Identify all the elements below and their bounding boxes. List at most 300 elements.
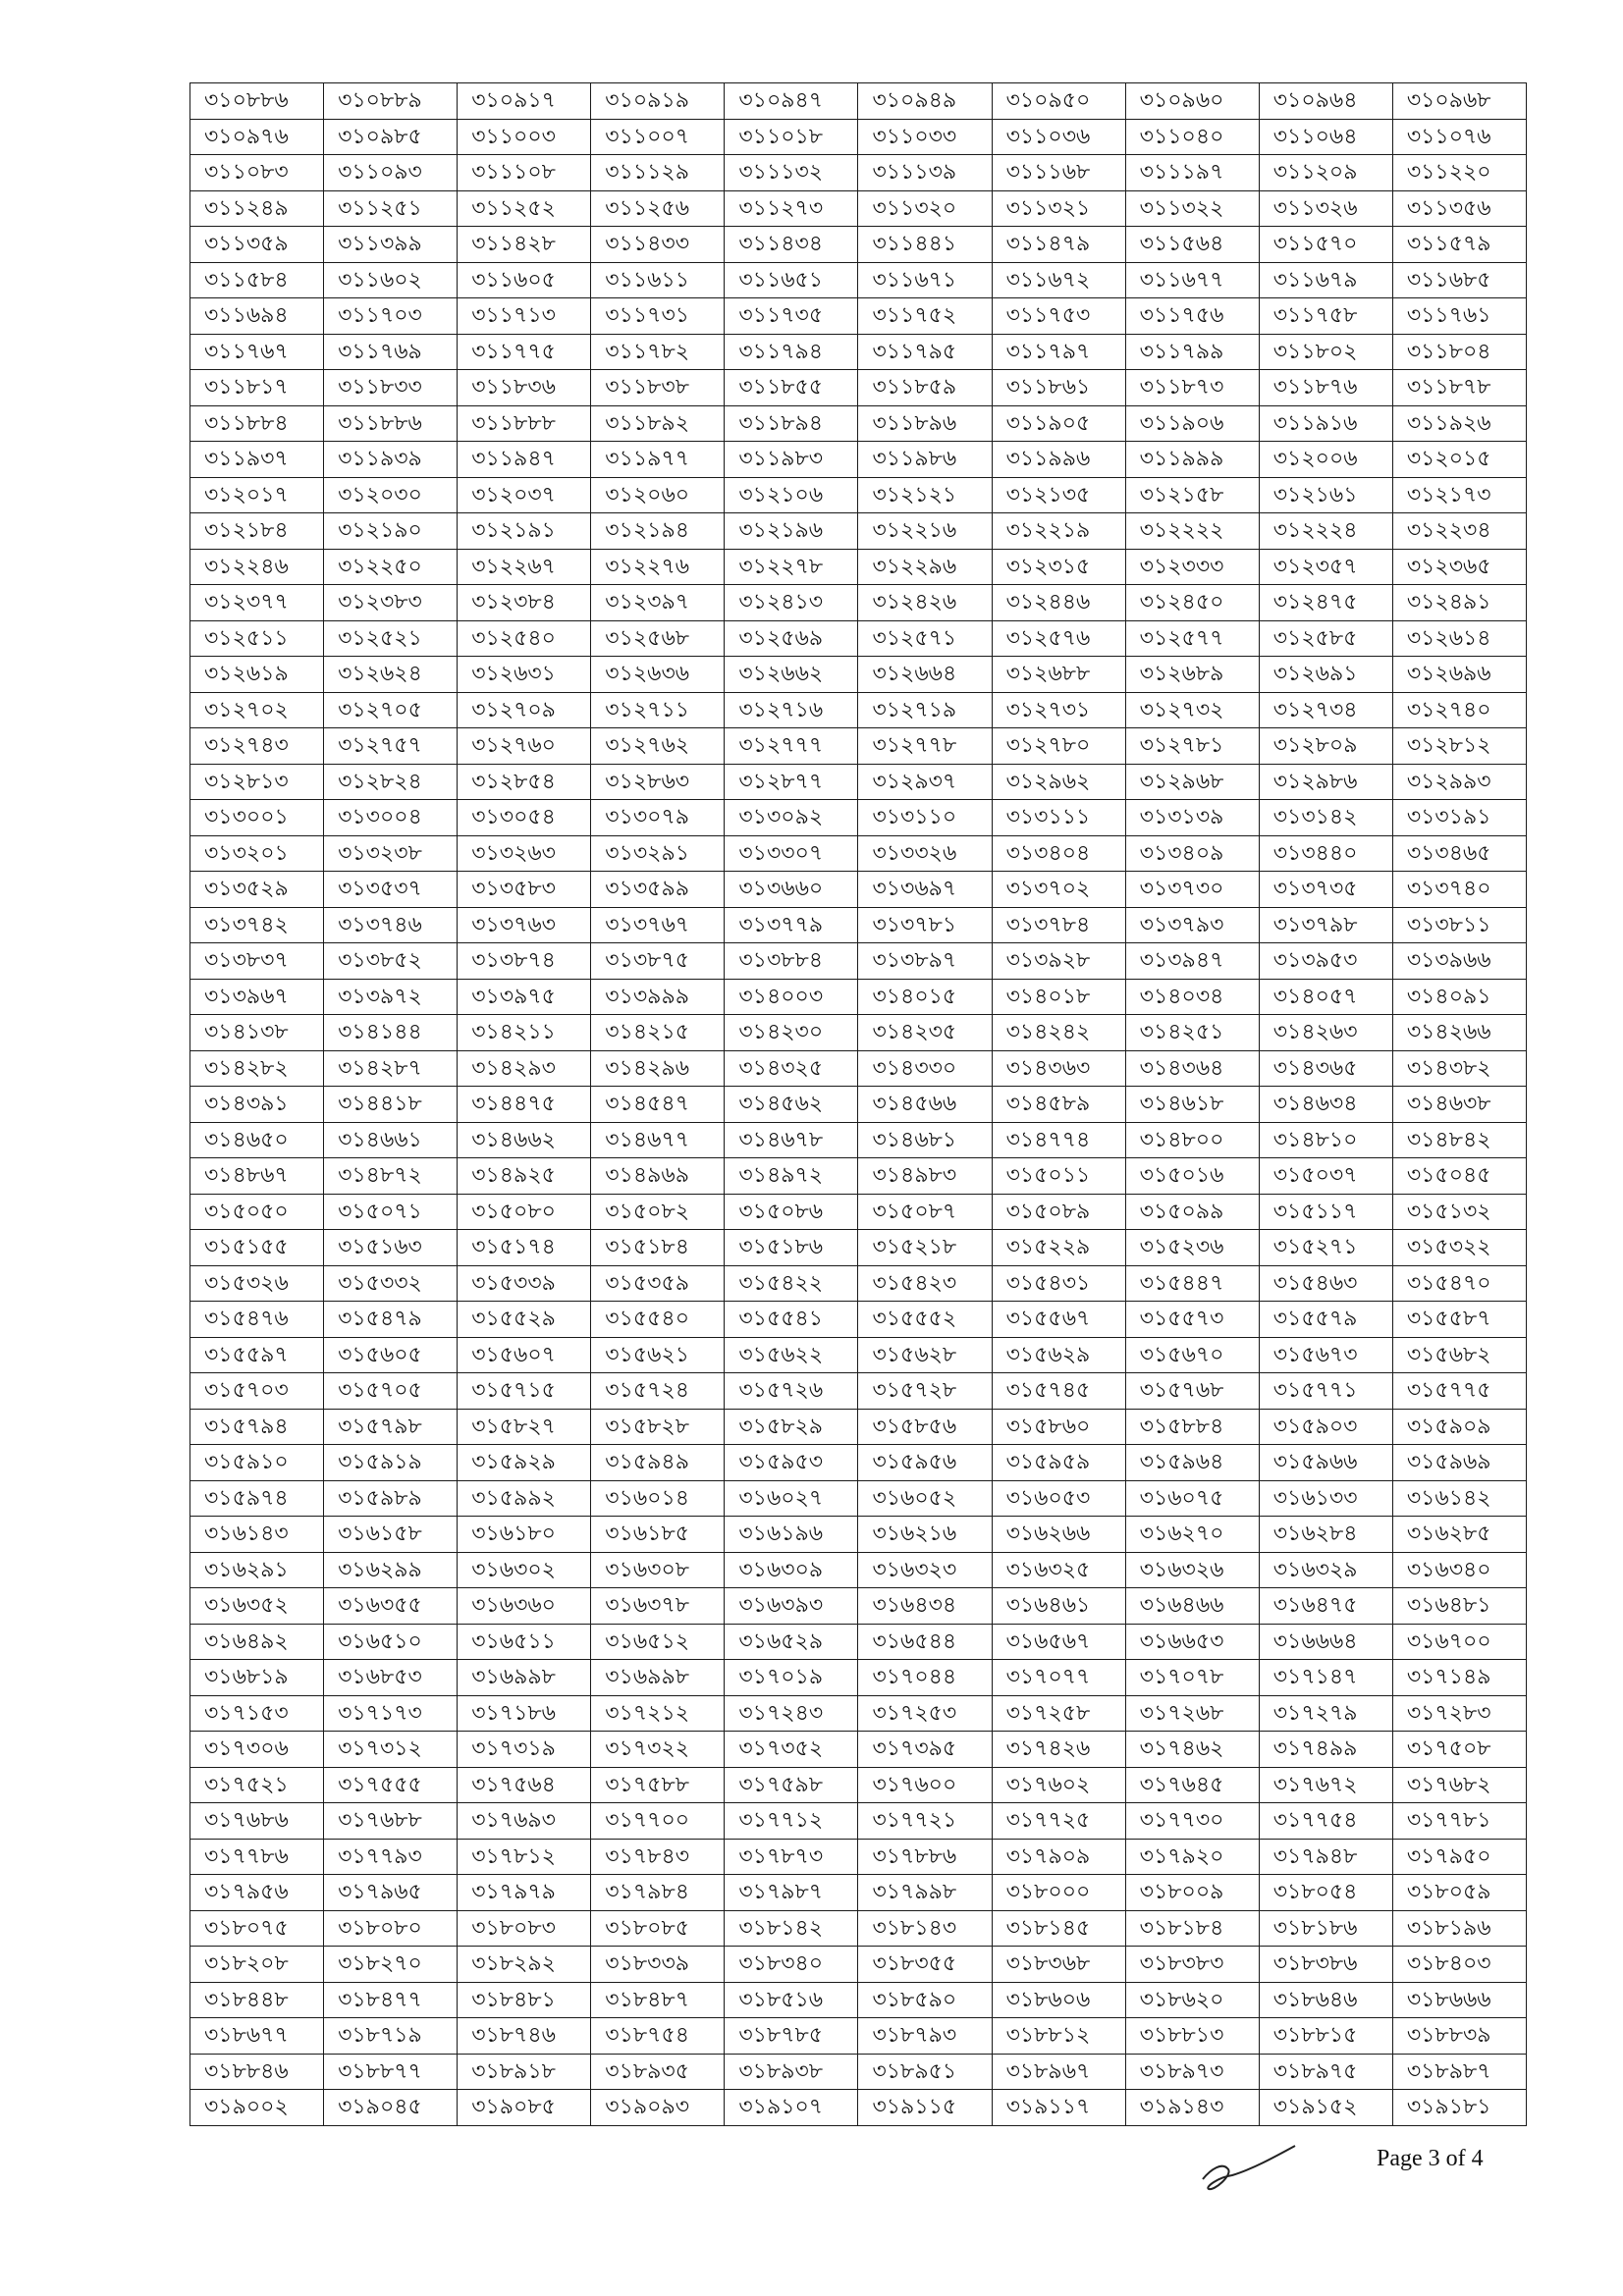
roll-number-cell: ৩১৬৩৫২ <box>190 1588 324 1625</box>
roll-number-cell: ৩১৫৭০৩ <box>190 1373 324 1410</box>
roll-number-cell: ৩১৫৯২৯ <box>458 1445 591 1481</box>
roll-number-cell: ৩১৭৭১২ <box>725 1803 858 1840</box>
roll-number-cell: ৩১৬১৮৫ <box>591 1517 725 1553</box>
roll-number-cell: ৩১২৫৭৭ <box>1125 620 1259 657</box>
roll-number-cell: ৩১৯০০২ <box>190 2090 324 2126</box>
roll-number-cell: ৩১১০৪০ <box>1125 119 1259 155</box>
roll-number-cell: ৩১১৮৬১ <box>992 370 1125 406</box>
roll-number-cell: ৩১৭৯৮৭ <box>725 1875 858 1911</box>
roll-number-cell: ৩১২৩৫৭ <box>1259 549 1392 585</box>
roll-number-cell: ৩১২১২১ <box>858 477 992 513</box>
roll-number-cell: ৩১৪৬৮১ <box>858 1122 992 1158</box>
roll-number-cell: ৩১৩৭৯৩ <box>1125 907 1259 943</box>
roll-number-cell: ৩১৩৪৪০ <box>1259 835 1392 872</box>
roll-number-cell: ৩১৬৩৬০ <box>458 1588 591 1625</box>
roll-number-cell: ৩১৫০৪৫ <box>1392 1158 1526 1195</box>
roll-number-cell: ৩১২০১৭ <box>190 477 324 513</box>
roll-number-cell: ৩১৪০০৩ <box>725 979 858 1015</box>
roll-number-cell: ৩১৩৮১১ <box>1392 907 1526 943</box>
roll-number-cell: ৩১০৯১৯ <box>591 83 725 120</box>
roll-number-cell: ৩১৪৩২৫ <box>725 1050 858 1087</box>
roll-number-cell: ৩১৩৬৬০ <box>725 872 858 908</box>
roll-number-cell: ৩১৬৪৯২ <box>190 1624 324 1660</box>
roll-number-cell: ৩১১৫৮৪ <box>190 262 324 298</box>
roll-number-cell: ৩১৫১৮৬ <box>725 1230 858 1266</box>
roll-number-cell: ৩১৩০৫৪ <box>458 800 591 836</box>
roll-number-cell: ৩১৩৩০৭ <box>725 835 858 872</box>
roll-number-cell: ৩১৪৯২৫ <box>458 1158 591 1195</box>
roll-number-cell: ৩১৪২৩০ <box>725 1015 858 1051</box>
roll-number-cell: ৩১৯০৯৩ <box>591 2090 725 2126</box>
roll-number-cell: ৩১১৫৬৪ <box>1125 227 1259 263</box>
roll-number-cell: ৩১৭৫৯৮ <box>725 1767 858 1803</box>
roll-number-cell: ৩১৮৮১২ <box>992 2018 1125 2055</box>
roll-number-cell: ৩১২৫১১ <box>190 620 324 657</box>
roll-number-cell: ৩১৮২০৮ <box>190 1947 324 1983</box>
roll-number-cell: ৩১৭২৬৮ <box>1125 1695 1259 1732</box>
roll-number-cell: ৩১১০০৭ <box>591 119 725 155</box>
roll-number-cell: ৩১২০৩৭ <box>458 477 591 513</box>
roll-number-cell: ৩১২০০৬ <box>1259 442 1392 478</box>
roll-number-cell: ৩১২৯৩৭ <box>858 764 992 800</box>
roll-number-cell: ৩১১৩২৬ <box>1259 190 1392 227</box>
roll-number-cell: ৩১২২৯৬ <box>858 549 992 585</box>
roll-number-cell: ৩১৩৬৯৭ <box>858 872 992 908</box>
roll-number-cell: ৩১৮৯৫১ <box>858 2054 992 2090</box>
roll-number-cell: ৩১৬৩০২ <box>458 1552 591 1588</box>
roll-number-cell: ৩১১৩৫৯ <box>190 227 324 263</box>
roll-number-cell: ৩১৫৮৮৪ <box>1125 1409 1259 1445</box>
roll-number-cell: ৩১৪২৯৩ <box>458 1050 591 1087</box>
roll-number-cell: ৩১৮৫৯০ <box>858 1982 992 2018</box>
table-row <box>190 1373 1527 1410</box>
roll-number-cell: ৩১২৭৬২ <box>591 728 725 765</box>
table-row <box>190 1660 1527 1696</box>
roll-number-cell: ৩১২৭৫৭ <box>324 728 458 765</box>
roll-number-cell: ৩১৪০৩৪ <box>1125 979 1259 1015</box>
roll-number-cell: ৩১২৫৭৬ <box>992 620 1125 657</box>
roll-number-cell: ৩১৭০১৯ <box>725 1660 858 1696</box>
roll-number-cell: ৩১২৫৪০ <box>458 620 591 657</box>
roll-number-cell: ৩১০৮৮৬ <box>190 83 324 120</box>
table-row <box>190 1480 1527 1517</box>
roll-number-cell: ৩১৬১৯৬ <box>725 1517 858 1553</box>
roll-number-cell: ৩১২১৬১ <box>1259 477 1392 513</box>
roll-number-cell: ৩১২৮৬৩ <box>591 764 725 800</box>
roll-number-cell: ৩১১৯০৫ <box>992 405 1125 442</box>
roll-number-cell: ৩১৮৯৭৩ <box>1125 2054 1259 2090</box>
roll-number-cell: ৩১৭৯৮৪ <box>591 1875 725 1911</box>
roll-number-cell: ৩১৩৮৯৭ <box>858 943 992 980</box>
roll-number-cell: ৩১২৭৪৩ <box>190 728 324 765</box>
roll-number-cell: ৩১৯১৫২ <box>1259 2090 1392 2126</box>
roll-number-cell: ৩১৮০৭৫ <box>190 1910 324 1947</box>
roll-number-cell: ৩১৭৭৯৩ <box>324 1839 458 1875</box>
roll-number-cell: ৩১২৭৭৭ <box>725 728 858 765</box>
roll-number-cell: ৩১১৪৭৯ <box>992 227 1125 263</box>
roll-number-cell: ৩১৮৩৩৯ <box>591 1947 725 1983</box>
roll-number-cell: ৩১৩৯৪৭ <box>1125 943 1259 980</box>
roll-number-cell: ৩১৪৫৪৭ <box>591 1087 725 1123</box>
roll-number-cell: ৩১৭৬৮৮ <box>324 1803 458 1840</box>
roll-number-cell: ৩১৩০০৪ <box>324 800 458 836</box>
roll-number-cell: ৩১৩১৯১ <box>1392 800 1526 836</box>
roll-number-cell: ৩১৭৮৪৩ <box>591 1839 725 1875</box>
roll-number-cell: ৩১১৭৩৫ <box>725 298 858 335</box>
roll-number-cell: ৩১৮৪৭৭ <box>324 1982 458 2018</box>
roll-number-cell: ৩১৮১৮৬ <box>1259 1910 1392 1947</box>
roll-number-cell: ৩১২৩৮৪ <box>458 585 591 621</box>
roll-number-cell: ৩১২৫৬৮ <box>591 620 725 657</box>
roll-number-cell: ৩১৫০১৬ <box>1125 1158 1259 1195</box>
roll-number-cell: ৩১৭৯৬৫ <box>324 1875 458 1911</box>
roll-number-cell: ৩১২২৩৪ <box>1392 513 1526 550</box>
roll-number-cell: ৩১১১৩৯ <box>858 155 992 191</box>
roll-number-cell: ৩১৭৭২৫ <box>992 1803 1125 1840</box>
roll-number-cell: ৩১৫৮৬০ <box>992 1409 1125 1445</box>
roll-number-cell: ৩১৬৩২৬ <box>1125 1552 1259 1588</box>
roll-number-cell: ৩১২৬৬৪ <box>858 657 992 693</box>
roll-number-cell: ৩১৫৭৭১ <box>1259 1373 1392 1410</box>
roll-number-cell: ৩১১৮৮৮ <box>458 405 591 442</box>
roll-number-cell: ৩১১৮৫৯ <box>858 370 992 406</box>
roll-number-cell: ৩১৭৭৮১ <box>1392 1803 1526 1840</box>
table-row <box>190 1158 1527 1195</box>
table-row <box>190 1122 1527 1158</box>
roll-number-cell: ৩১৬৩৫৫ <box>324 1588 458 1625</box>
roll-number-cell: ৩১১৩২০ <box>858 190 992 227</box>
roll-number-cell: ৩১৪৮৪২ <box>1392 1122 1526 1158</box>
roll-number-cell: ৩১৭৮৮৬ <box>858 1839 992 1875</box>
roll-number-cell: ৩১৭১৪৭ <box>1259 1660 1392 1696</box>
roll-number-cell: ৩১৮১৪৩ <box>858 1910 992 1947</box>
roll-number-cell: ৩১৫০১১ <box>992 1158 1125 1195</box>
roll-number-cell: ৩১২১০৬ <box>725 477 858 513</box>
roll-number-cell: ৩১৬৩২৫ <box>992 1552 1125 1588</box>
roll-number-cell: ৩১২৫৭১ <box>858 620 992 657</box>
roll-number-cell: ৩১১৬১১ <box>591 262 725 298</box>
roll-number-cell: ৩১৯১৮১ <box>1392 2090 1526 2126</box>
table-row <box>190 1767 1527 1803</box>
roll-number-cell: ৩১৮৭৮৫ <box>725 2018 858 2055</box>
roll-number-cell: ৩১৫৮২৯ <box>725 1409 858 1445</box>
roll-number-cell: ৩১৫৬৭০ <box>1125 1337 1259 1373</box>
roll-number-cell: ৩১৪০১৮ <box>992 979 1125 1015</box>
roll-number-cell: ৩১১১০৮ <box>458 155 591 191</box>
roll-number-cell: ৩১১৫৭৯ <box>1392 227 1526 263</box>
roll-number-cell: ৩১৪৬১৮ <box>1125 1087 1259 1123</box>
roll-number-cell: ৩১৬৫৪৪ <box>858 1624 992 1660</box>
roll-number-cell: ৩১৭২৫৩ <box>858 1695 992 1732</box>
roll-number-cell: ৩১৯১০৭ <box>725 2090 858 2126</box>
roll-number-cell: ৩১৭৬৮২ <box>1392 1767 1526 1803</box>
roll-number-cell: ৩১৬৫১১ <box>458 1624 591 1660</box>
roll-number-cell: ৩১১৬৭৭ <box>1125 262 1259 298</box>
roll-number-cell: ৩১১৮৯৪ <box>725 405 858 442</box>
roll-number-cell: ৩১৫৫৯৭ <box>190 1337 324 1373</box>
roll-number-cell: ৩১০৯৬৮ <box>1392 83 1526 120</box>
roll-number-cell: ৩১১৮৮৬ <box>324 405 458 442</box>
roll-number-cell: ৩১৮৩৪০ <box>725 1947 858 1983</box>
roll-number-cell: ৩১৬৫২৯ <box>725 1624 858 1660</box>
roll-number-cell: ৩১৮৯৭৫ <box>1259 2054 1392 2090</box>
roll-number-cell: ৩১৮৯৩৫ <box>591 2054 725 2090</box>
roll-number-cell: ৩১৬৩৪০ <box>1392 1552 1526 1588</box>
roll-number-cell: ৩১২৭৪০ <box>1392 692 1526 728</box>
roll-number-cell: ৩১৫৭২৪ <box>591 1373 725 1410</box>
roll-number-cell: ৩১৪৬৭৮ <box>725 1122 858 1158</box>
roll-number-cell: ৩১১০৬৪ <box>1259 119 1392 155</box>
roll-number-cell: ৩১৫৪৭০ <box>1392 1265 1526 1302</box>
roll-number-cell: ৩১৭৪৬২ <box>1125 1732 1259 1768</box>
table-row <box>190 1552 1527 1588</box>
roll-number-cell: ৩১৫০৩৭ <box>1259 1158 1392 1195</box>
roll-number-cell: ৩১৫১৭৪ <box>458 1230 591 1266</box>
roll-number-cell: ৩১৮০৫৯ <box>1392 1875 1526 1911</box>
roll-number-cell: ৩১৮৪৮১ <box>458 1982 591 2018</box>
roll-number-cell: ৩১২২২২ <box>1125 513 1259 550</box>
roll-number-cell: ৩১৭৭২১ <box>858 1803 992 1840</box>
roll-number-cell: ৩১৭৫৬৪ <box>458 1767 591 1803</box>
roll-number-cell: ৩১৭৫২১ <box>190 1767 324 1803</box>
roll-number-cell: ৩১৫৪৭৯ <box>324 1302 458 1338</box>
roll-number-cell: ৩১৮৩৬৮ <box>992 1947 1125 1983</box>
roll-number-cell: ৩১৭৩১২ <box>324 1732 458 1768</box>
roll-number-cell: ৩১০৯৪৭ <box>725 83 858 120</box>
roll-number-cell: ৩১৭৯২০ <box>1125 1839 1259 1875</box>
roll-number-cell: ৩১১৯২৬ <box>1392 405 1526 442</box>
roll-number-cell: ৩১২৮০৯ <box>1259 728 1392 765</box>
roll-number-cell: ৩১৭৫০৮ <box>1392 1732 1526 1768</box>
roll-number-cell: ৩১৪৪১৮ <box>324 1087 458 1123</box>
roll-number-cell: ৩১৪২১৫ <box>591 1015 725 1051</box>
roll-number-cell: ৩১৩৭৭৯ <box>725 907 858 943</box>
roll-number-cell: ৩১৩৪০৯ <box>1125 835 1259 872</box>
roll-number-cell: ৩১৬২৮৫ <box>1392 1517 1526 1553</box>
roll-number-cell: ৩১৮১৪৫ <box>992 1910 1125 1947</box>
roll-number-cell: ৩১৬৫১০ <box>324 1624 458 1660</box>
table-row <box>190 1875 1527 1911</box>
table-row <box>190 1015 1527 1051</box>
roll-number-cell: ৩১২৪৫০ <box>1125 585 1259 621</box>
roll-number-cell: ৩১১৭০৩ <box>324 298 458 335</box>
roll-number-cell: ৩১৫৯৬৬ <box>1259 1445 1392 1481</box>
roll-number-cell: ৩১৭১৪৯ <box>1392 1660 1526 1696</box>
roll-number-cell: ৩১৫৬৭৩ <box>1259 1337 1392 1373</box>
roll-number-cell: ৩১৩২৯১ <box>591 835 725 872</box>
roll-number-cell: ৩১২৭৩২ <box>1125 692 1259 728</box>
roll-number-cell: ৩১৬২৭০ <box>1125 1517 1259 1553</box>
roll-number-cell: ৩১৩৯৯৯ <box>591 979 725 1015</box>
roll-number-cell: ৩১৭৮১২ <box>458 1839 591 1875</box>
roll-number-cell: ৩১৭১৭৩ <box>324 1695 458 1732</box>
roll-number-cell: ৩১৩২০১ <box>190 835 324 872</box>
roll-number-cell: ৩১১৭৫৩ <box>992 298 1125 335</box>
roll-number-cell: ৩১১৪৪১ <box>858 227 992 263</box>
roll-number-cell: ৩১০৯৫০ <box>992 83 1125 120</box>
roll-number-cell: ৩১৫৬২১ <box>591 1337 725 1373</box>
roll-number-cell: ৩১১৭১৩ <box>458 298 591 335</box>
roll-number-cell: ৩১১৯১৬ <box>1259 405 1392 442</box>
roll-number-cell: ৩১৪৩৬৫ <box>1259 1050 1392 1087</box>
table-row <box>190 872 1527 908</box>
roll-number-cell: ৩১৫৬৮২ <box>1392 1337 1526 1373</box>
roll-number-cell: ৩১৮৫১৬ <box>725 1982 858 2018</box>
roll-number-cell: ৩১৪৪৭৫ <box>458 1087 591 1123</box>
roll-number-cell: ৩১৫৭১৫ <box>458 1373 591 1410</box>
roll-number-cell: ৩১২৭৩৪ <box>1259 692 1392 728</box>
roll-number-cell: ৩১৬০৭৫ <box>1125 1480 1259 1517</box>
roll-number-cell: ৩১৭৯৪৮ <box>1259 1839 1392 1875</box>
roll-number-cell: ৩১৩৯২৮ <box>992 943 1125 980</box>
roll-number-cell: ৩১১৮৭৬ <box>1259 370 1392 406</box>
roll-number-table-body <box>190 83 1527 2126</box>
roll-number-cell: ৩১৩৮৭৪ <box>458 943 591 980</box>
roll-number-cell: ৩১১৮০৪ <box>1392 334 1526 370</box>
roll-number-cell: ৩১৭৭৮৬ <box>190 1839 324 1875</box>
roll-number-cell: ৩১২৮২৪ <box>324 764 458 800</box>
roll-number-cell: ৩১৬৩০৯ <box>725 1552 858 1588</box>
roll-number-cell: ৩১১৬৭১ <box>858 262 992 298</box>
roll-number-cell: ৩১১৬৭২ <box>992 262 1125 298</box>
roll-number-cell: ৩১২৭১৬ <box>725 692 858 728</box>
roll-number-cell: ৩১১০১৮ <box>725 119 858 155</box>
table-row <box>190 1337 1527 1373</box>
roll-number-cell: ৩১৪৮০০ <box>1125 1122 1259 1158</box>
roll-number-cell: ৩১১৩৯৯ <box>324 227 458 263</box>
roll-number-cell: ৩১৩৮৩৭ <box>190 943 324 980</box>
roll-number-cell: ৩১১৯৯৬ <box>992 442 1125 478</box>
roll-number-cell: ৩১৬১৩৩ <box>1259 1480 1392 1517</box>
table-row <box>190 1588 1527 1625</box>
roll-number-cell: ৩১২৪৪৬ <box>992 585 1125 621</box>
roll-number-cell: ৩১১৯৪৭ <box>458 442 591 478</box>
roll-number-cell: ৩১১৬৫১ <box>725 262 858 298</box>
roll-number-cell: ৩১৩৯৭২ <box>324 979 458 1015</box>
roll-number-cell: ৩১৭২৭৯ <box>1259 1695 1392 1732</box>
roll-number-cell: ৩১৫৯৫৯ <box>992 1445 1125 1481</box>
roll-number-cell: ৩১৩১৪২ <box>1259 800 1392 836</box>
roll-number-cell: ৩১৫১৮৪ <box>591 1230 725 1266</box>
roll-number-cell: ৩১১৩২২ <box>1125 190 1259 227</box>
roll-number-cell: ৩১১৬৮৫ <box>1392 262 1526 298</box>
roll-number-cell: ৩১৩৭৯৮ <box>1259 907 1392 943</box>
table-row <box>190 405 1527 442</box>
roll-number-cell: ৩১২৯৬২ <box>992 764 1125 800</box>
roll-number-cell: ৩১৫৬০৫ <box>324 1337 458 1373</box>
roll-number-cell: ৩১৪০৯১ <box>1392 979 1526 1015</box>
roll-number-cell: ৩১৮৪৪৮ <box>190 1982 324 2018</box>
roll-number-cell: ৩১৭৩০৬ <box>190 1732 324 1768</box>
roll-number-cell: ৩১৫৮২৮ <box>591 1409 725 1445</box>
roll-number-cell: ৩১৪৮৬৭ <box>190 1158 324 1195</box>
roll-number-cell: ৩১২৭৮০ <box>992 728 1125 765</box>
roll-number-cell: ৩১২৬৮৮ <box>992 657 1125 693</box>
roll-number-cell: ৩১২৬১৪ <box>1392 620 1526 657</box>
roll-number-cell: ৩১৬০২৭ <box>725 1480 858 1517</box>
roll-number-cell: ৩১২১৮৪ <box>190 513 324 550</box>
roll-number-cell: ৩১৬২৯৯ <box>324 1552 458 1588</box>
roll-number-cell: ৩১৫২৩৬ <box>1125 1230 1259 1266</box>
table-row <box>190 1194 1527 1230</box>
roll-number-cell: ৩১১২৫১ <box>324 190 458 227</box>
roll-number-cell: ৩১১৭৬৯ <box>324 334 458 370</box>
table-row <box>190 477 1527 513</box>
roll-number-cell: ৩১৬৩০৮ <box>591 1552 725 1588</box>
roll-number-cell: ৩১১৬৭৯ <box>1259 262 1392 298</box>
roll-number-cell: ৩১৪৮১০ <box>1259 1122 1392 1158</box>
roll-number-cell: ৩১৫০৮৯ <box>992 1194 1125 1230</box>
roll-number-cell: ৩১২১৭৩ <box>1392 477 1526 513</box>
roll-number-cell: ৩১১৭৫৬ <box>1125 298 1259 335</box>
roll-number-cell: ৩১১১২৯ <box>591 155 725 191</box>
roll-number-cell: ৩১৮৮৭৭ <box>324 2054 458 2090</box>
roll-number-cell: ৩১৫৪৬৩ <box>1259 1265 1392 1302</box>
roll-number-cell: ৩১২৬৬২ <box>725 657 858 693</box>
roll-number-cell: ৩১৫৯৯২ <box>458 1480 591 1517</box>
roll-number-cell: ৩১২১৫৮ <box>1125 477 1259 513</box>
roll-number-cell: ৩১৪৬৫০ <box>190 1122 324 1158</box>
roll-number-cell: ৩১৫৭৬৮ <box>1125 1373 1259 1410</box>
roll-number-cell: ৩১৩৫৯৯ <box>591 872 725 908</box>
roll-number-cell: ৩১৪৬৩৪ <box>1259 1087 1392 1123</box>
roll-number-cell: ৩১২২৪৬ <box>190 549 324 585</box>
roll-number-cell: ৩১১২৪৯ <box>190 190 324 227</box>
roll-number-cell: ৩১৭৮৭৩ <box>725 1839 858 1875</box>
table-row <box>190 943 1527 980</box>
roll-number-cell: ৩১৩৭৬৩ <box>458 907 591 943</box>
roll-number-cell: ৩১৩৭৪২ <box>190 907 324 943</box>
roll-number-cell: ৩১৪১৩৮ <box>190 1015 324 1051</box>
roll-number-cell: ৩১১০৩৩ <box>858 119 992 155</box>
roll-number-cell: ৩১৮৮১৩ <box>1125 2018 1259 2055</box>
roll-number-cell: ৩১২৯৬৮ <box>1125 764 1259 800</box>
roll-number-cell: ৩১২৭৮১ <box>1125 728 1259 765</box>
roll-number-cell: ৩১৩৭৪৬ <box>324 907 458 943</box>
roll-number-cell: ৩১৮০০০ <box>992 1875 1125 1911</box>
table-row <box>190 1517 1527 1553</box>
roll-number-cell: ৩১১৭৯৪ <box>725 334 858 370</box>
roll-number-cell: ৩১২৭১৯ <box>858 692 992 728</box>
roll-number-cell: ৩১৭৩২২ <box>591 1732 725 1768</box>
roll-number-cell: ৩১৭৭০০ <box>591 1803 725 1840</box>
roll-number-cell: ৩১৩৭০২ <box>992 872 1125 908</box>
roll-number-cell: ৩১১৪৩৪ <box>725 227 858 263</box>
roll-number-cell: ৩১৩১১১ <box>992 800 1125 836</box>
roll-number-cell: ৩১৮৪০৩ <box>1392 1947 1526 1983</box>
roll-number-cell: ৩১০৯১৭ <box>458 83 591 120</box>
roll-number-cell: ৩১৪৮৭২ <box>324 1158 458 1195</box>
roll-number-cell: ৩১৬৯৯৮ <box>458 1660 591 1696</box>
roll-number-cell: ৩১৪৫৮৯ <box>992 1087 1125 1123</box>
roll-number-cell: ৩১৮৭১৯ <box>324 2018 458 2055</box>
roll-number-cell: ৩১১৯৩৭ <box>190 442 324 478</box>
roll-number-cell: ৩১৪২৫১ <box>1125 1015 1259 1051</box>
roll-number-cell: ৩১১৯৮৩ <box>725 442 858 478</box>
roll-number-cell: ৩১৮৯১৮ <box>458 2054 591 2090</box>
roll-number-cell: ৩১২২১৬ <box>858 513 992 550</box>
roll-number-cell: ৩১১১৯৭ <box>1125 155 1259 191</box>
roll-number-cell: ৩১১৭৫৮ <box>1259 298 1392 335</box>
roll-number-cell: ৩১৪৯৬৯ <box>591 1158 725 1195</box>
roll-number-cell: ৩১৮৭৫৪ <box>591 2018 725 2055</box>
roll-number-cell: ৩১৬৭০০ <box>1392 1624 1526 1660</box>
table-row <box>190 370 1527 406</box>
roll-number-cell: ৩১৬৩২৯ <box>1259 1552 1392 1588</box>
roll-number-cell: ৩১৫৫৪০ <box>591 1302 725 1338</box>
roll-number-cell: ৩১২৮৫৪ <box>458 764 591 800</box>
roll-number-cell: ৩১১২৭৩ <box>725 190 858 227</box>
